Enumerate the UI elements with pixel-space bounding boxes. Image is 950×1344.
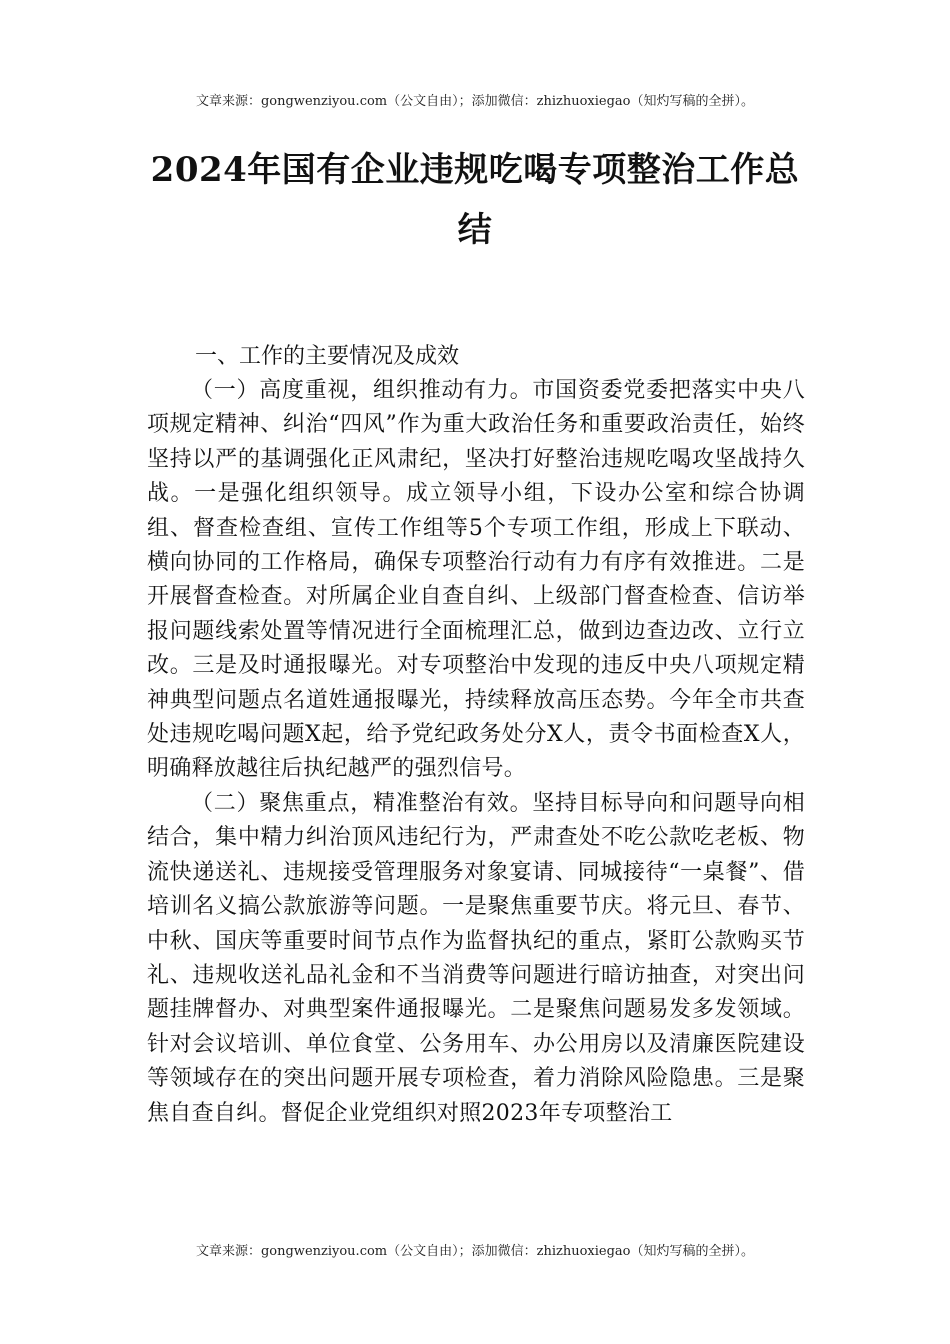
page-footer-source: 文章来源：gongwenziyou.com（公文自由）；添加微信：zhizhuoxiegao（知灼写稿的全拼）。 <box>195 1244 755 1259</box>
document-title: 2024年国有企业违规吃喝专项整治工作总结 <box>150 150 800 250</box>
paragraph-2: （二）聚焦重点，精准整治有效。坚持目标导向和问题导向相结合，集中精力纠治顶风违纪行为，严肃查处不吃公款吃老板、物流快递送礼、违规接受管理服务对象宴请、同城接待“一桌餐”、借培训名义搞公款旅游等问题。一是聚焦重要节庆。将元旦、春节、中秋、国庆等重要时间节点作为监督执纪的重点，紧盯公款购买节礼、违规收送礼品礼金和不当消费等问题进行暗访抽查，对突出问题挂牌督办、对典型案件通报曝光。二是聚焦问题易发多发领域。针对会议培训、单位食堂、公务用车、办公用房以及清廉医院建设等领域存在的突出问题开展专项检查，着力消除风险隐患。三是聚焦自查自纠。督促企业党组织对照2023年专项整治工 <box>147 790 805 1126</box>
section-heading-1: 一、工作的主要情况及成效 <box>195 344 460 369</box>
paragraph-1: （一）高度重视，组织推动有力。市国资委党委把落实中央八项规定精神、纠治“四风”作为重大政治任务和重要政治责任，始终坚持以严的基调强化正风肃纪，坚决打好整治违规吃喝攻坚战持久战。一是强化组织领导。成立领导小组，下设办公室和综合协调组、督查检查组、宣传工作组等5个专项工作组，形成上下联动、横向协同的工作格局，确保专项整治行动有力有序有效推进。二是开展督查检查。对所属企业自查自纠、上级部门督查检查、信访举报问题线索处置等情况进行全面梳理汇总，做到边查边改、立行立改。三是及时通报曝光。对专项整治中发现的违反中央八项规定精神典型问题点名道姓通报曝光，持续释放高压态势。今年全市共查处违规吃喝问题X起，给予党纪政务处分X人，责令书面检查X人，明确释放越往后执纪越严的强烈信号。 <box>147 378 805 782</box>
page-header-source: 文章来源：gongwenziyou.com（公文自由）；添加微信：zhizhuoxiegao（知灼写稿的全拼）。 <box>195 94 755 109</box>
document-body <box>147 340 805 1131</box>
